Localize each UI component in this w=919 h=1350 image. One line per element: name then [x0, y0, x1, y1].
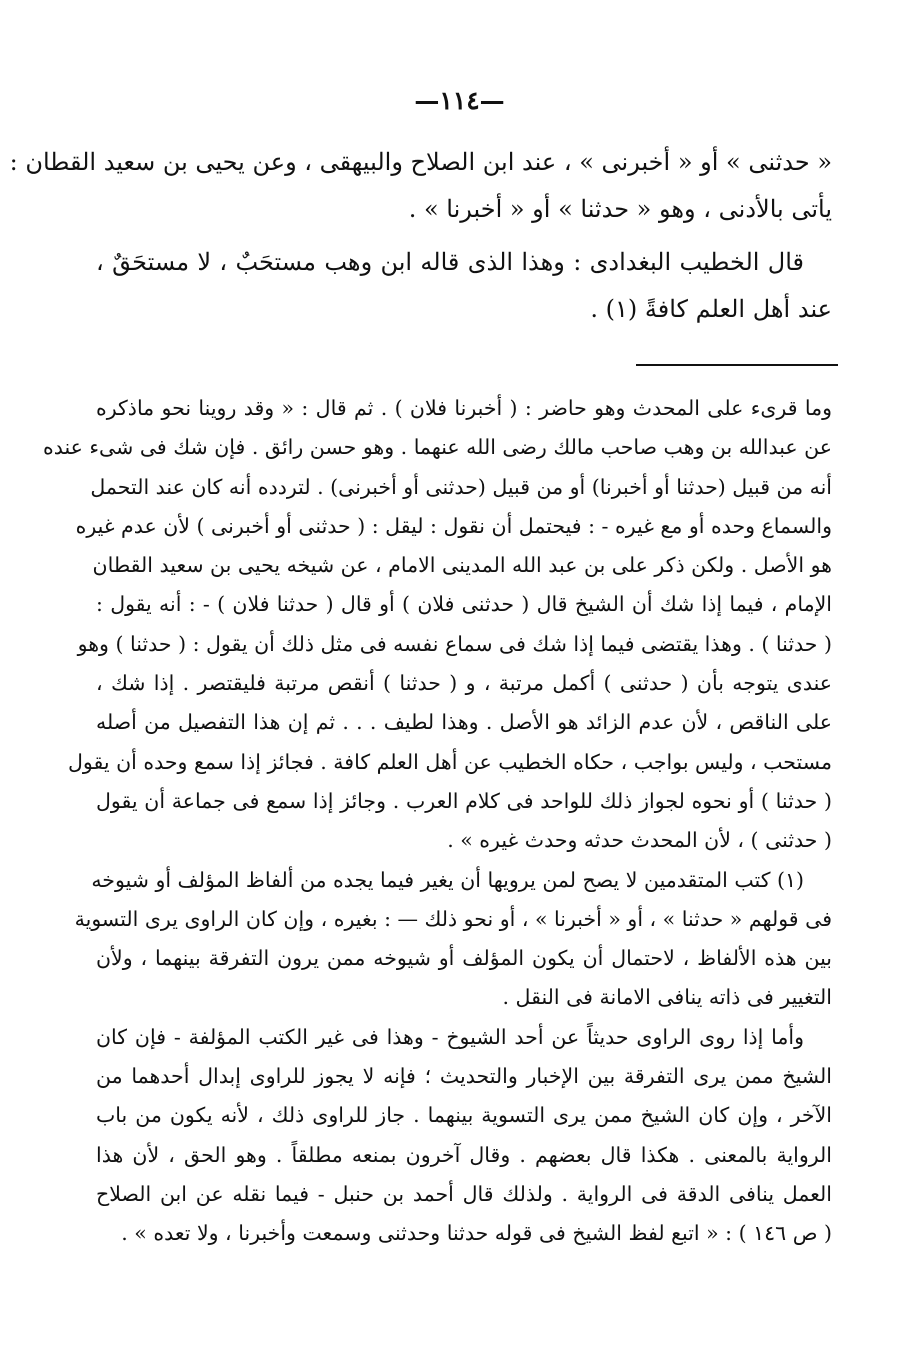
footnote-divider — [636, 364, 838, 366]
footnote-line: الإمام ، فيما إذا شك أن الشيخ قال ( حدثنى فلان ) أو قال ( حدثنا فلان ) - : أنه يقول : — [96, 592, 832, 617]
main-text — [9, 148, 832, 342]
footnote-line: (١) كتب المتقدمين لا يصح لمن يرويها أن يغير فيما يجده من ألفاظ المؤلف أو شيوخه — [91, 867, 804, 892]
main-text-line: قال الخطيب البغدادى : وهذا الذى قاله ابن وهب مستحَبٌ ، لا مستحَقٌ ، — [96, 248, 804, 276]
footnote-text — [42, 396, 832, 1261]
footnote-line: على الناقص ، لأن عدم الزائد هو الأصل . وهذا لطيف . . . ثم إن هذا التفصيل من أصله — [96, 710, 832, 735]
footnote-line: بين هذه الألفاظ ، لاحتمال أن يكون المؤلف أو شيوخه ممن يرون التفرقة بينهما ، ولأن — [96, 946, 832, 971]
page-number: —١١٤— — [414, 86, 505, 115]
footnote-line: الآخر ، وإن كان الشيخ ممن يرى التسوية بينهما . جاز للراوى ذلك ، لأنه يكون من باب — [96, 1103, 832, 1128]
footnote-line: وأما إذا روى الراوى حديثاً عن أحد الشيوخ - وهذا فى غير الكتب المؤلفة - فإن كان — [96, 1024, 804, 1049]
footnote-line: والسماع وحده أو مع غيره - : فيحتمل أن نقول : ليقل : ( حدثنى أو أخبرنى ) لأن عدم غيره — [75, 513, 832, 538]
footnote-line: أنه من قبيل (حدثنا أو أخبرنا) أو من قبيل (حدثنى أو أخبرنى) . لتردده أنه كان عند التحمل — [90, 474, 832, 499]
main-text-line: عند أهل العلم كافةً (١) . — [590, 295, 832, 323]
footnote-line: ( حدثنى ) ، لأن المحدث حدثه وحدث غيره » . — [447, 828, 832, 853]
footnote-line: عن عبدالله بن وهب صاحب مالك رضى الله عنهما . وهو حسن رائق . فإن شك فى شىء عنده — [42, 435, 832, 460]
main-text-line: يأتى بالأدنى ، وهو « حدثنا » أو « أخبرنا » . — [408, 195, 832, 223]
footnote-line: عندى يتوجه بأن ( حدثنى ) أكمل مرتبة ، و ( حدثنا ) أنقص مرتبة فليقتصر . إذا شك ، — [96, 671, 832, 696]
footnote-line: العمل ينافى الدقة فى الرواية . ولذلك قال أحمد بن حنبل - فيما نقله عن ابن الصلاح — [96, 1181, 832, 1206]
footnote-line: ( ص ١٤٦ ) : « اتبع لفظ الشيخ فى قوله حدثنا وحدثنى وسمعت وأخبرنا ، ولا تعده » . — [121, 1221, 832, 1246]
footnote-line: ( حدثنا ) . وهذا يقتضى فيما إذا شك فى سماع نفسه فى مثل ذلك أن يقول : ( حدثنا ) وهو — [77, 631, 832, 656]
footnote-line: هو الأصل . ولكن ذكر على بن عبد الله المدينى الامام ، عن شيخه يحيى بن سعيد القطان — [92, 553, 832, 578]
footnote-line: التغيير فى ذاته ينافى الامانة فى النقل . — [502, 985, 832, 1010]
footnote-line: الرواية بالمعنى . هكذا قال بعضهم . وقال آخرون بمنعه مطلقاً . وهو الحق ، لأن هذا — [96, 1142, 832, 1167]
footnote-line: وما قرىء على المحدث وهو حاضر : ( أخبرنا فلان ) . ثم قال : « وقد روينا نحو ماذكره — [96, 396, 832, 420]
footnote-line: الشيخ ممن يرى التفرقة بين الإخبار والتحديث ؛ فإنه لا يجوز للراوى إبدال أحدهما من — [96, 1064, 832, 1089]
footnote-line: مستحب ، وليس بواجب ، حكاه الخطيب عن أهل العلم كافة . فجائز إذا سمع وحده أن يقول — [68, 749, 832, 774]
footnote-line: فى قولهم « حدثنا » ، أو « أخبرنا » ، أو نحو ذلك — : بغيره ، وإن كان الراوى يرى التسوية — [74, 906, 832, 931]
main-text-line: « حدثنى » أو « أخبرنى » ، عند ابن الصلاح والبيهقى ، وعن يحيى بن سعيد القطان : — [9, 148, 832, 176]
footnote-line: ( حدثنا ) أو نحوه لجواز ذلك للواحد فى كلام العرب . وجائز إذا سمع فى جماعة أن يقول — [96, 788, 832, 813]
